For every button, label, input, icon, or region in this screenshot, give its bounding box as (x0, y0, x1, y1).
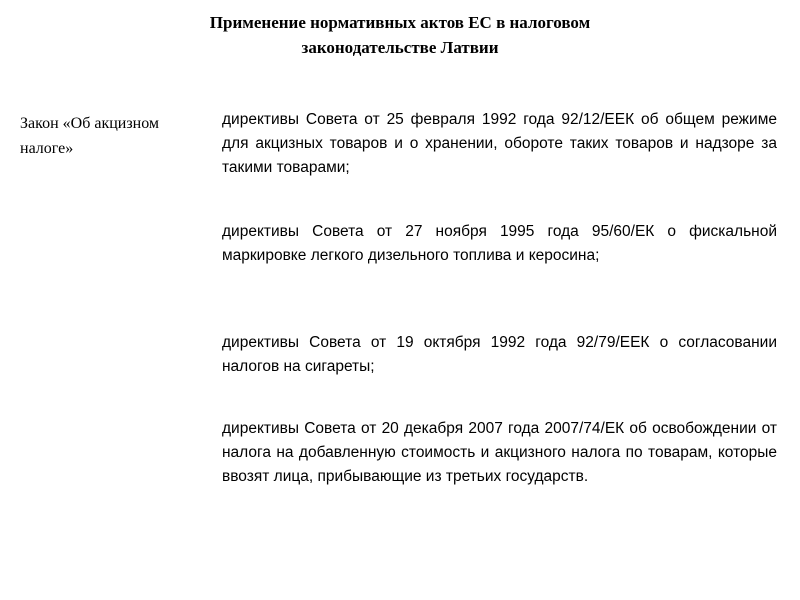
law-name (20, 111, 210, 161)
law-name-line-2: налоге» (20, 140, 74, 157)
slide-title-line-2: законодательстве Латвии (301, 38, 499, 57)
directive-95-60-ek: директивы Совета от 27 ноября 1995 года 95/60/ЕК о фискальной маркировке легкого дизельного топлива и керосина; (222, 223, 777, 264)
law-name-line-1: Закон «Об акцизном (20, 115, 160, 132)
directive-92-79-eek: директивы Совета от 19 октября 1992 года 92/79/ЕЕК о согласовании налогов на сигареты; (222, 334, 777, 375)
slide-title (0, 10, 800, 60)
slide-title-line-1: Применение нормативных актов ЕС в налоговом (209, 13, 591, 32)
directive-92-12-eek: директивы Совета от 25 февраля 1992 года 92/12/ЕЕК об общем режиме для акцизных товаров и о хранении, обороте таких товаров и надзоре за такими товарами; (222, 111, 777, 176)
directive-2007-74-ek: директивы Совета от 20 декабря 2007 года 2007/74/ЕК об освобождении от налога на добавленную стоимость и акцизного налога по товарам, которые ввозят лица, прибывающие из третьих государств. (222, 420, 777, 485)
